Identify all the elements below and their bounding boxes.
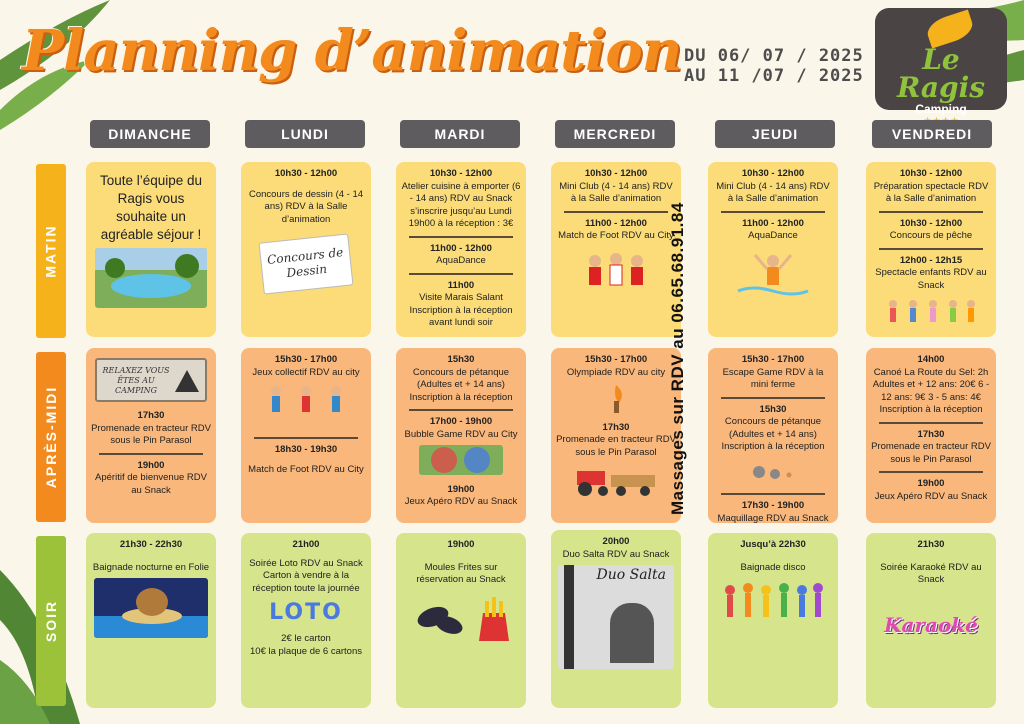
activity-desc: Jeux Apéro RDV au Snack	[874, 490, 988, 502]
kids-show-image	[883, 296, 979, 326]
activity-desc: Escape Game RDV à la mini ferme	[722, 366, 824, 390]
olympic-torch-image	[581, 383, 651, 413]
activity-desc: Concours de pétanque (Adultes et + 14 ans) Inscription à la réception	[721, 416, 825, 452]
drawing-contest-label: Concours de Dessin	[266, 245, 344, 281]
loto-image	[258, 599, 354, 627]
leaf-logo-icon	[924, 10, 976, 49]
night-swim-image	[94, 578, 208, 638]
football-fans-image	[581, 247, 651, 289]
activity-desc: Match de Foot RDV au City	[248, 464, 364, 475]
activity-time: 10h30 - 12h00	[899, 217, 963, 229]
soir-dimanche-card	[86, 533, 216, 708]
guitar-icon	[564, 565, 574, 669]
period-soir	[36, 536, 66, 706]
activity-desc: Mini Club (4 - 14 ans) RDV à la Salle d’animation	[716, 180, 830, 204]
tent-icon	[173, 366, 201, 394]
activity-desc: Apéritif de bienvenue RDV au Snack	[95, 472, 207, 496]
activity-time: 17h30	[917, 428, 945, 440]
activity-desc: Concours de pêche	[889, 230, 973, 241]
divider	[721, 493, 825, 495]
divider	[879, 422, 983, 424]
apres-jeudi-card	[708, 348, 838, 523]
petanque-image	[743, 458, 803, 480]
activity-desc: Bubble Game RDV au City	[404, 428, 518, 440]
activity-desc: Mini Club (4 - 14 ans) RDV à la Salle d’animation	[559, 180, 673, 204]
apres-mardi-card	[396, 348, 526, 523]
activity-time: 17h30	[137, 410, 165, 421]
matin-mercredi-card	[551, 162, 681, 337]
activity-time: Jusqu’à 22h30	[740, 539, 806, 550]
logo-subtitle: Camping	[915, 102, 967, 116]
musicians-silhouette	[610, 603, 654, 663]
karaoke-image	[879, 605, 983, 645]
welcome-text: Toute l’équipe du Ragis vous souhaite un agréable séjour !	[99, 173, 203, 242]
activity-time: 17h00 - 19h00	[429, 416, 493, 427]
activity-time: 17h30	[602, 421, 630, 433]
activity-desc: AquaDance	[436, 255, 486, 266]
logo-brand: Le Ragis	[896, 43, 986, 104]
day-header-vendredi: VENDREDI	[872, 120, 992, 148]
activity-time: 19h00	[447, 539, 475, 550]
campsite-pool-image	[95, 248, 207, 308]
date-range	[684, 46, 864, 86]
activity-time: 10h30 - 12h00	[741, 168, 805, 179]
activity-time: 21h30	[917, 539, 945, 550]
activity-time: 15h30 - 17h00	[741, 354, 805, 365]
period-matin	[36, 164, 66, 338]
period-soir-label: SOIR	[43, 599, 60, 643]
activity-desc: Promenade en tracteur RDV sous le Pin Parasol	[871, 441, 991, 465]
day-header-lundi: LUNDI	[245, 120, 365, 148]
divider	[564, 211, 668, 213]
loto-label: LOTO	[269, 600, 343, 625]
activity-desc: Olympiade RDV au city	[566, 366, 666, 378]
activity-desc: AquaDance	[748, 230, 798, 241]
day-header-mardi: MARDI	[400, 120, 520, 148]
activity-time: 11h00 - 12h00	[430, 242, 492, 254]
activity-time: 10h30 - 12h00	[429, 168, 493, 179]
day-header-dimanche: DIMANCHE	[90, 120, 210, 148]
activity-desc: Duo Salta RDV au Snack	[562, 548, 670, 560]
matin-lundi-card	[241, 162, 371, 337]
soir-lundi-card	[241, 533, 371, 708]
period-matin-label: MATIN	[43, 224, 60, 278]
activity-desc: Match de Foot RDV au City	[558, 230, 674, 241]
activity-time: 10h30 - 12h00	[274, 168, 338, 179]
duo-salta-photo	[558, 565, 674, 669]
apres-lundi-card	[241, 348, 371, 523]
activity-desc: Promenade en tracteur RDV sous le Pin Parasol	[91, 422, 211, 446]
mussels-fries-image	[409, 591, 513, 643]
apres-mercredi-card	[551, 348, 681, 523]
activity-desc: Spectacle enfants RDV au Snack	[875, 267, 987, 291]
divider	[721, 211, 825, 213]
activity-desc: Moules Frites sur réservation au Snack	[416, 561, 506, 585]
activity-desc: Préparation spectacle RDV à la Salle d’animation	[873, 180, 989, 204]
divider	[721, 397, 825, 399]
karaoke-label: Karaoké	[884, 612, 978, 637]
activity-time: 11h00 - 12h00	[742, 217, 804, 229]
group-games-image	[261, 383, 351, 423]
matin-dimanche-card	[86, 162, 216, 337]
apres-vendredi-card	[866, 348, 996, 523]
divider	[254, 437, 358, 439]
activity-time: 19h00	[917, 478, 945, 489]
soir-mardi-card	[396, 533, 526, 708]
activity-desc: Concours de dessin (4 - 14 ans) RDV à la Salle d’animation	[248, 188, 364, 225]
period-apres-midi	[36, 352, 66, 522]
divider	[409, 273, 513, 275]
activity-time: 18h30 - 19h30	[274, 443, 338, 455]
activity-time: 21h00	[292, 539, 320, 550]
period-apres-midi-label: APRÈS-MIDI	[43, 385, 60, 489]
divider	[99, 453, 203, 455]
divider	[879, 471, 983, 473]
relax-sign-image	[95, 358, 207, 402]
activity-time: 12h00 - 12h15	[899, 254, 963, 266]
activity-time: 10h30 - 12h00	[899, 168, 963, 179]
activity-time: 15h30	[447, 354, 475, 365]
divider	[879, 211, 983, 213]
aquadance-image	[733, 247, 813, 299]
activity-time: 20h00	[602, 536, 630, 547]
activity-time: 14h00	[917, 354, 945, 365]
activity-desc: Maquillage RDV au Snack	[717, 512, 829, 523]
activity-desc: Canoé La Route du Sel: 2h Adultes et + 12 ans: 20€ 6 - 12 ans: 9€ 3 - 5 ans: 4€ Inscription à la réception	[872, 366, 990, 415]
price-per-card: 2€ le carton	[281, 633, 331, 644]
divider	[409, 236, 513, 238]
bubble-game-image	[419, 445, 503, 475]
matin-jeudi-card	[708, 162, 838, 337]
activity-time: 11h00 - 12h00	[585, 217, 647, 229]
divider	[879, 248, 983, 250]
day-header-mercredi: MERCREDI	[555, 120, 675, 148]
activity-time: 19h00	[137, 459, 165, 471]
drawing-contest-image	[259, 233, 354, 294]
activity-time: 15h30 - 17h00	[274, 354, 338, 365]
duo-salta-label: Duo Salta	[596, 567, 666, 583]
activity-desc: Baignade disco	[740, 561, 806, 573]
activity-desc: Atelier cuisine à emporter (6 - 14 ans) RDV au Snack s’inscrire jusqu’au Lundi 19h00 à la réception : 3€	[401, 180, 521, 229]
camping-logo	[875, 8, 1007, 116]
activity-desc: Concours de pétanque (Adultes et + 14 ans) Inscription à la réception	[409, 366, 513, 403]
activity-time: 21h30 - 22h30	[119, 539, 183, 550]
activity-time: 15h30 - 17h00	[584, 354, 648, 365]
day-header-jeudi: JEUDI	[715, 120, 835, 148]
activity-desc: Visite Marais Salant Inscription à la réception avant lundi soir	[409, 292, 513, 328]
page-title: Planning d’animation	[22, 18, 682, 84]
soir-vendredi-card	[866, 533, 996, 708]
activity-desc: Jeux collectif RDV au city	[252, 366, 360, 378]
activity-desc: Baignade nocturne en Folie	[92, 561, 210, 573]
soir-jeudi-card	[708, 533, 838, 708]
activity-desc: Soirée Karaoké RDV au Snack	[880, 561, 982, 585]
activity-desc: Jeux Apéro RDV au Snack	[404, 496, 518, 507]
relax-sign-text: RELAXEZ VOUS ÊTES AU CAMPING	[102, 366, 170, 395]
activity-time: 15h30	[759, 403, 787, 415]
activity-desc: Soirée Loto RDV au Snack Carton à vendre à la réception toute la journée	[249, 557, 363, 594]
tractor-icon	[571, 463, 661, 497]
disco-dancers-image	[718, 578, 828, 628]
activity-desc: Promenade en tracteur RDV sous le Pin Parasol	[556, 434, 676, 458]
activity-time: 10h30 - 12h00	[584, 168, 648, 179]
soir-mercredi-card	[551, 530, 681, 708]
date-from: DU 06/ 07 / 2025	[684, 46, 864, 66]
price-per-plate: 10€ la plaque de 6 cartons	[250, 645, 362, 657]
activity-time: 11h00	[447, 279, 475, 291]
activity-time: 17h30 - 19h00	[741, 500, 805, 511]
matin-mardi-card	[396, 162, 526, 337]
activity-time: 19h00	[447, 483, 475, 495]
divider	[409, 409, 513, 411]
date-to: AU 11 /07 / 2025	[684, 66, 864, 86]
massage-notice: Massages sur RDV au 06.65.68.91.84	[668, 202, 687, 515]
matin-vendredi-card	[866, 162, 996, 337]
apres-dimanche-card	[86, 348, 216, 523]
